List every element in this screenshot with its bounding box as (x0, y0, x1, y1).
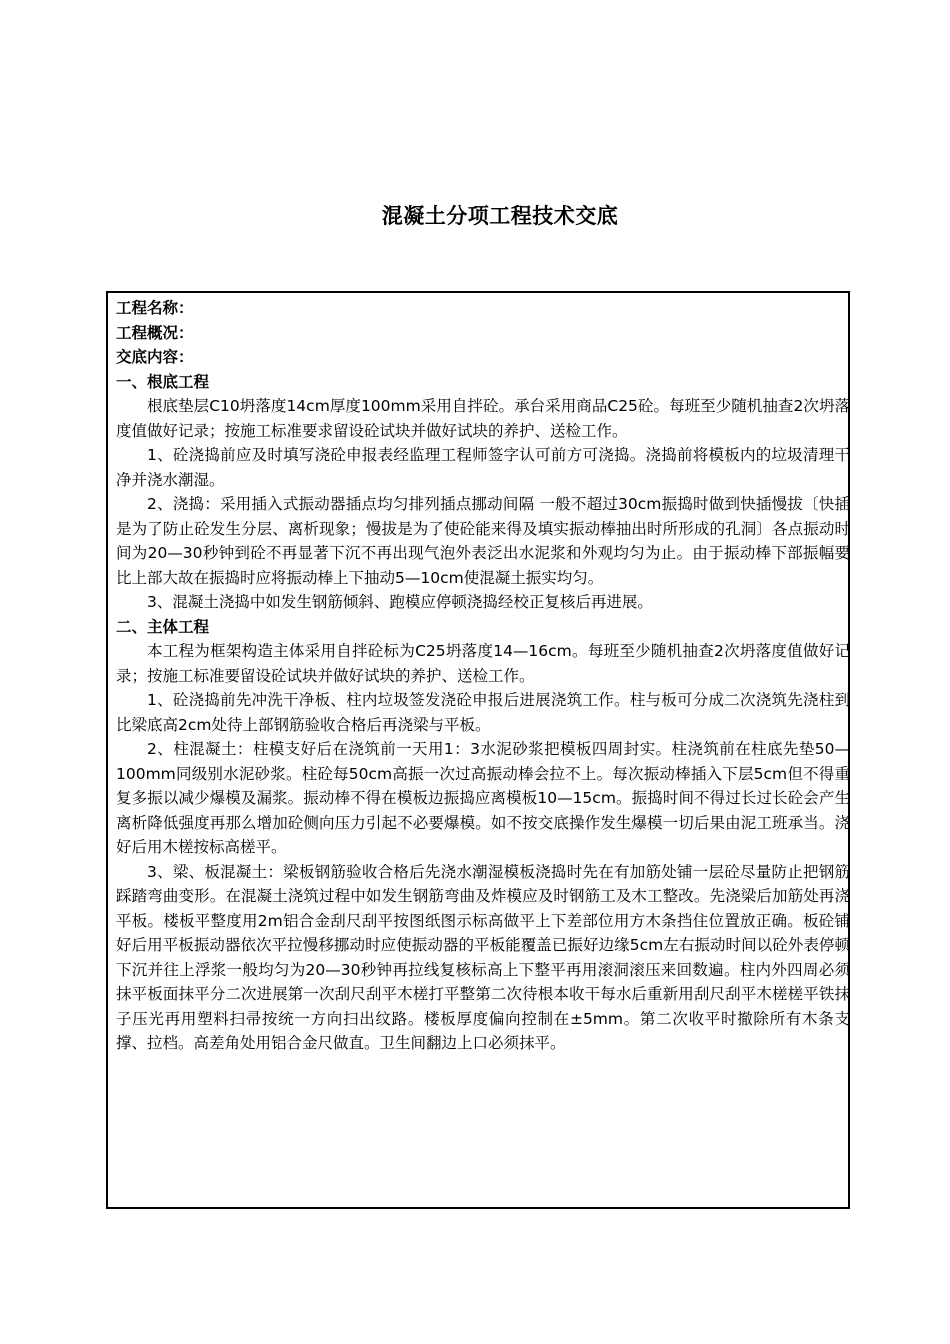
section-heading-foundation: 一、根底工程 (116, 372, 210, 391)
content-area (116, 296, 850, 1056)
paragraph: 2、柱混凝土：柱模支好后在浇筑前一天用1：3水泥砂浆把模板四周封实。柱浇筑前在柱底先垫50—100mm同级别水泥砂浆。柱砼每50cm高振一次过高振动棒会拉不上。每次振动棒插入下层5cm但不得重复多振以减少爆模及漏浆。振动棒不得在模板边振捣应离模板10—15cm。振捣时间不得过长过长砼会产生离析降低强度再那么增加砼侧向压力引起不必要爆模。如不按交底操作发生爆模一切后果由泥工班承当。浇好后用木槎按标高槎平。 (116, 740, 850, 856)
project-name-label: 工程名称： (116, 299, 194, 317)
paragraph: 本工程为框架构造主体采用自拌砼标为C25坍落度14—16cm。每班至少随机抽查2次坍落度值做好记录；按施工标准要留设砼试块并做好试块的养护、送检工作。 (116, 642, 850, 685)
section-heading-main-structure: 二、主体工程 (116, 617, 210, 636)
content-label: 交底内容： (116, 348, 194, 366)
paragraph: 1、砼浇捣前先冲洗干净板、柱内垃圾签发浇砼申报后进展浇筑工作。柱与板可分成二次浇筑先浇柱到比梁底高2cm处待上部钢筋验收合格后再浇梁与平板。 (116, 691, 850, 734)
paragraph: 3、梁、板混凝土：梁板钢筋验收合格后先浇水潮湿模板浇捣时先在有加筋处铺一层砼尽量防止把钢筋踩踏弯曲变形。在混凝土浇筑过程中如发生钢筋弯曲及炸模应及时钢筋工及木工整改。先浇梁后加筋处再浇平板。楼板平整度用2m铝合金刮尺刮平按图纸图示标高做平上下差部位用方木条挡住位置放正确。板砼铺好后用平板振动器依次平拉慢移挪动时应使振动器的平板能覆盖已振好边缘5cm左右振动时间以砼外表停顿下沉并往上浮浆一般均匀为20—30秒钟再拉线复核标高上下整平再用滚洞滚压来回数遍。柱内外四周必须抹平板面抹平分二次进展第一次刮尺刮平木槎打平整第二次待根本收干每水后重新用刮尺刮平木槎槎平铁抹子压光再用塑料扫帚按统一方向扫出纹路。楼板厚度偏向控制在±5mm。第二次收平时撤除所有木条支撑、拉档。高差角处用铝合金尺做直。卫生间翻边上口必须抹平。 (116, 862, 850, 1052)
project-overview-label: 工程概况： (116, 323, 194, 342)
paragraph: 2、浇捣：采用插入式振动器插点均匀排列插点挪动间隔 一般不超过30cm振捣时做到快插慢拔〔快插是为了防止砼发生分层、离析现象；慢拔是为了使砼能来得及填实振动棒抽出时所形成的孔洞〕各点振动时间为20—30秒钟到砼不再显著下沉不再出现气泡外表泛出水泥浆和外观均匀为止。由于振动棒下部振幅要比上部大故在振捣时应将振动棒上下抽动5—10cm使混凝土振实均匀。 (116, 495, 850, 587)
paragraph: 3、混凝土浇捣中如发生钢筋倾斜、跑模应停顿浇捣经校正复核后再进展。 (147, 593, 653, 611)
paragraph: 1、砼浇捣前应及时填写浇砼申报表经监理工程师签字认可前方可浇捣。浇捣前将模板内的垃圾清理干净并浇水潮湿。 (116, 446, 850, 489)
paragraph: 根底垫层C10坍落度14cm厚度100mm采用自拌砼。承台采用商品C25砼。每班至少随机抽查2次坍落度值做好记录；按施工标准要求留设砼试块并做好试块的养护、送检工作。 (116, 397, 850, 440)
page-title: 混凝土分项工程技术交底 (381, 204, 619, 228)
